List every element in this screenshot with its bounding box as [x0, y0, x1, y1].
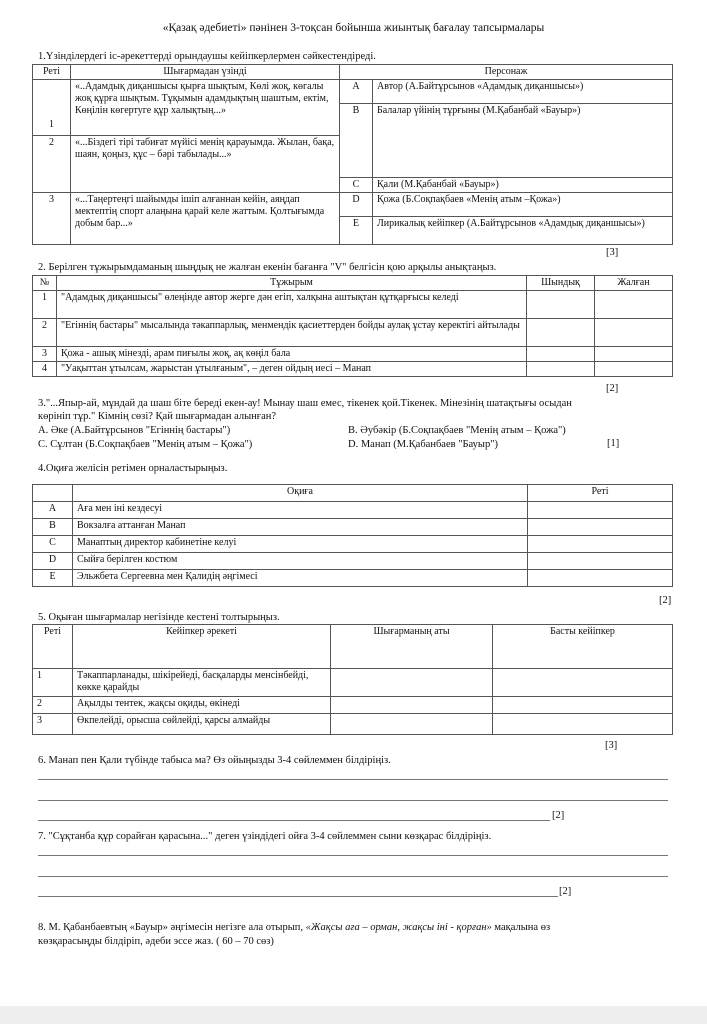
- q2-table: [32, 275, 673, 377]
- q5-work-cell[interactable]: [331, 714, 493, 735]
- q2-score: [2]: [606, 383, 619, 394]
- page-bottom-edge: [0, 1006, 707, 1024]
- q5-row-action: Тәкаппарланады, шікірейеді, басқаларды менсінбейді, көкке қарайды: [73, 669, 331, 697]
- q3-prompt-line2: көрініп тұр." Кімнің сөзі? Қай шығармадан алынған?: [38, 411, 277, 422]
- q6-prompt: 6. Манап пен Қали түбінде табыса ма? Өз ойыңызды 3-4 сөйлеммен білдіріңіз.: [38, 755, 391, 766]
- q2-false-cell[interactable]: [595, 347, 673, 362]
- q4-order-cell[interactable]: [528, 502, 673, 519]
- q2-prompt: 2. Берілген тұжырымдаманың шыңдық не жалған екенін бағанға "V" белгісін қою арқылы анықтаңыз.: [38, 262, 497, 273]
- q5-work-cell[interactable]: [331, 697, 493, 714]
- q3-score: [1]: [607, 438, 620, 449]
- q5-table: [32, 624, 673, 735]
- q4-row-letter: A: [33, 502, 73, 519]
- q2-false-cell[interactable]: [595, 362, 673, 377]
- q3-option-c[interactable]: C. Сұлтан (Б.Соқпақбаев "Менің атым – Қожа"): [38, 439, 253, 450]
- q4-row-letter: D: [33, 553, 73, 570]
- q7-answer-line[interactable]: [38, 855, 668, 856]
- q6-answer-line[interactable]: [38, 800, 668, 801]
- q2-header-statement: Тұжырым: [57, 276, 527, 291]
- q5-work-cell[interactable]: [331, 669, 493, 697]
- q2-false-cell[interactable]: [595, 291, 673, 319]
- q1-character-letter: D: [340, 193, 373, 217]
- q4-order-cell[interactable]: [528, 553, 673, 570]
- q2-row-statement: Қожа - ашық мінезді, арам пиғылы жоқ, ақ көңіл бала: [57, 347, 527, 362]
- q7-prompt: 7. "Сұқтанба құр сорайған қарасына..." деген үзіндідегі ойға 3-4 сөйлеммен сыни көзқарас білдіріңіз.: [38, 831, 492, 842]
- q5-row-action: Өкпелейді, орысша сөйлейді, қарсы алмайды: [73, 714, 331, 735]
- q2-true-cell[interactable]: [527, 362, 595, 377]
- q2-row-num: 4: [33, 362, 57, 377]
- q1-character-text: Автор (А.Байтұрсынов «Адамдық диқаншысы»): [373, 80, 673, 104]
- q2-row-num: 2: [33, 319, 57, 347]
- q4-row-letter: B: [33, 519, 73, 536]
- q4-prompt: 4.Оқиға желісін ретімен орналастырыңыз.: [38, 463, 228, 474]
- q4-order-cell[interactable]: [528, 536, 673, 553]
- q8-prompt-part1: 8. М. Қабанбаевтың «Бауыр» әңгімесін негізге ала отырып,: [38, 922, 306, 933]
- q1-score: [3]: [606, 247, 619, 258]
- q7-score: [2]: [559, 886, 572, 897]
- q1-character-text: Қали (М.Қабанбай «Бауыр»): [373, 178, 673, 193]
- q5-row-num: 2: [33, 697, 73, 714]
- q4-score: [2]: [659, 595, 672, 606]
- q8-prompt-line2: көзқарасыңды білдіріп, әдеби эссе жаз. ( 60 – 70 сөз): [38, 936, 274, 947]
- q1-header-character: Персонаж: [340, 65, 673, 80]
- q5-hero-cell[interactable]: [493, 697, 673, 714]
- q2-true-cell[interactable]: [527, 291, 595, 319]
- q5-header-hero: Басты кейіпкер: [493, 625, 673, 669]
- q2-row-statement: "Егіннің бастары" мысалында тәкаппарлық, менмендік қасиеттерден бойды аулақ ұстау керектігі айтылады: [57, 319, 527, 347]
- q4-row-event: Эльжбета Сергеевна мен Қалидің әңгімесі: [73, 570, 528, 587]
- q4-row-letter: C: [33, 536, 73, 553]
- q3-prompt: 3."...Япыр-ай, мұндай да шаш біте береді екен-ау! Мынау шаш емес, тікенек қой.Тікенек. Мінезінің шатақтығы осыдан: [38, 398, 572, 409]
- q4-row-letter: E: [33, 570, 73, 587]
- q6-answer-line[interactable]: [38, 820, 550, 821]
- q7-answer-line[interactable]: [38, 876, 668, 877]
- q8-proverb: «Жақсы аға – орман, жақсы іні - қорған»: [305, 922, 492, 933]
- q1-header-excerpt: Шығармадан үзінді: [71, 65, 340, 80]
- q5-header-num: Реті: [33, 625, 73, 669]
- q6-answer-line[interactable]: [38, 779, 668, 780]
- q2-true-cell[interactable]: [527, 319, 595, 347]
- q5-header-work: Шығарманың аты: [331, 625, 493, 669]
- q2-header-true: Шындық: [527, 276, 595, 291]
- q3-option-b[interactable]: B. Әубәкір (Б.Соқпақбаев "Менің атым – Қожа"): [348, 425, 566, 436]
- q5-hero-cell[interactable]: [493, 669, 673, 697]
- q1-prompt: 1.Үзінділердегі іс-әрекеттерді орындаушы кейіпкерлермен сәйкестендіреді.: [38, 51, 376, 62]
- q1-character-text: Лирикалық кейіпкер (А.Байтұрсынов «Адамдық диқаншысы»): [373, 217, 673, 245]
- q8-prompt: [38, 921, 678, 934]
- q1-excerpt-num: 2: [33, 136, 71, 193]
- q1-excerpt-text: «..Адамдық диқаншысы қырға шықтым, Көлі жоқ, көгалы жоқ құрға шықтым. Тұқымын адамдықтың шаштым, ектім, Көңілін көгертуге құр халықтың...»: [71, 80, 340, 136]
- q4-row-event: Аға мен іні кездесуі: [73, 502, 528, 519]
- q5-row-num: 3: [33, 714, 73, 735]
- q4-header-event: Оқиға: [73, 485, 528, 502]
- q4-row-event: Манаптың директор кабинетіне келуі: [73, 536, 528, 553]
- q1-excerpt-num: 1: [33, 80, 71, 136]
- q1-character-letter: C: [340, 178, 373, 193]
- q1-character-text: Қожа (Б.Соқпақбаев «Менің атым –Қожа»): [373, 193, 673, 217]
- q1-table: [32, 64, 673, 245]
- q4-row-event: Вокзалға аттанған Манап: [73, 519, 528, 536]
- q2-true-cell[interactable]: [527, 347, 595, 362]
- q7-answer-line[interactable]: [38, 896, 558, 897]
- q1-header-num: Реті: [33, 65, 71, 80]
- q1-excerpt-num: 3: [33, 193, 71, 245]
- q1-character-text: Балалар үйінің тұрғыны (М.Қабанбай «Бауыр»): [373, 104, 673, 178]
- q4-row-event: Сыйға берілген костюм: [73, 553, 528, 570]
- q5-header-action: Кейіпкер әрекеті: [73, 625, 331, 669]
- q4-order-cell[interactable]: [528, 519, 673, 536]
- q5-row-action: Ақылды тентек, жақсы оқиды, өкінеді: [73, 697, 331, 714]
- q5-score: [3]: [605, 740, 618, 751]
- q2-row-statement: "Адамдық диқаншысы" өлеңінде автор жерге дән егіп, халқына аштықтан құтқарғысы келеді: [57, 291, 527, 319]
- q1-excerpt-text: «...Таңертеңгі шайымды ішіп алғаннан кейін, аяңдап мектептің спорт алаңына қарай келе жаттым. Қолтығымда добым бар...»: [71, 193, 340, 245]
- q4-table: [32, 484, 673, 587]
- q2-row-num: 1: [33, 291, 57, 319]
- q2-header-false: Жалған: [595, 276, 673, 291]
- q1-excerpt-text: «...Біздегі тірі табиғат мүйісі менің қарауымда. Жылан, бақа, шаян, қоңыз, құс – бәрі табылады...»: [71, 136, 340, 193]
- q3-option-a[interactable]: A. Әке (А.Байтұрсынов "Егіннің бастары"): [38, 425, 231, 436]
- q3-option-d[interactable]: D. Манап (М.Қабанбаев "Бауыр"): [348, 439, 498, 450]
- q2-false-cell[interactable]: [595, 319, 673, 347]
- q2-row-statement: "Уақыттан ұтылсам, жарыстан ұтылғаным", – деген ойдың иесі – Манап: [57, 362, 527, 377]
- page-title: «Қазақ әдебиеті» пәнінен 3-тоқсан бойынша жиынтық бағалау тапсырмалары: [162, 22, 545, 34]
- q8-prompt-part2: мақалына өз: [491, 922, 551, 933]
- q4-header-order: Реті: [528, 485, 673, 502]
- q5-row-num: 1: [33, 669, 73, 697]
- q1-character-letter: B: [340, 104, 373, 178]
- q6-score: [2]: [552, 810, 565, 821]
- q5-prompt: 5. Оқыған шығармалар негізінде кестені толтырыңыз.: [38, 612, 280, 623]
- q4-order-cell[interactable]: [528, 570, 673, 587]
- q1-character-letter: E: [340, 217, 373, 245]
- q1-character-letter: A: [340, 80, 373, 104]
- q2-row-num: 3: [33, 347, 57, 362]
- q5-hero-cell[interactable]: [493, 714, 673, 735]
- q2-header-num: №: [33, 276, 57, 291]
